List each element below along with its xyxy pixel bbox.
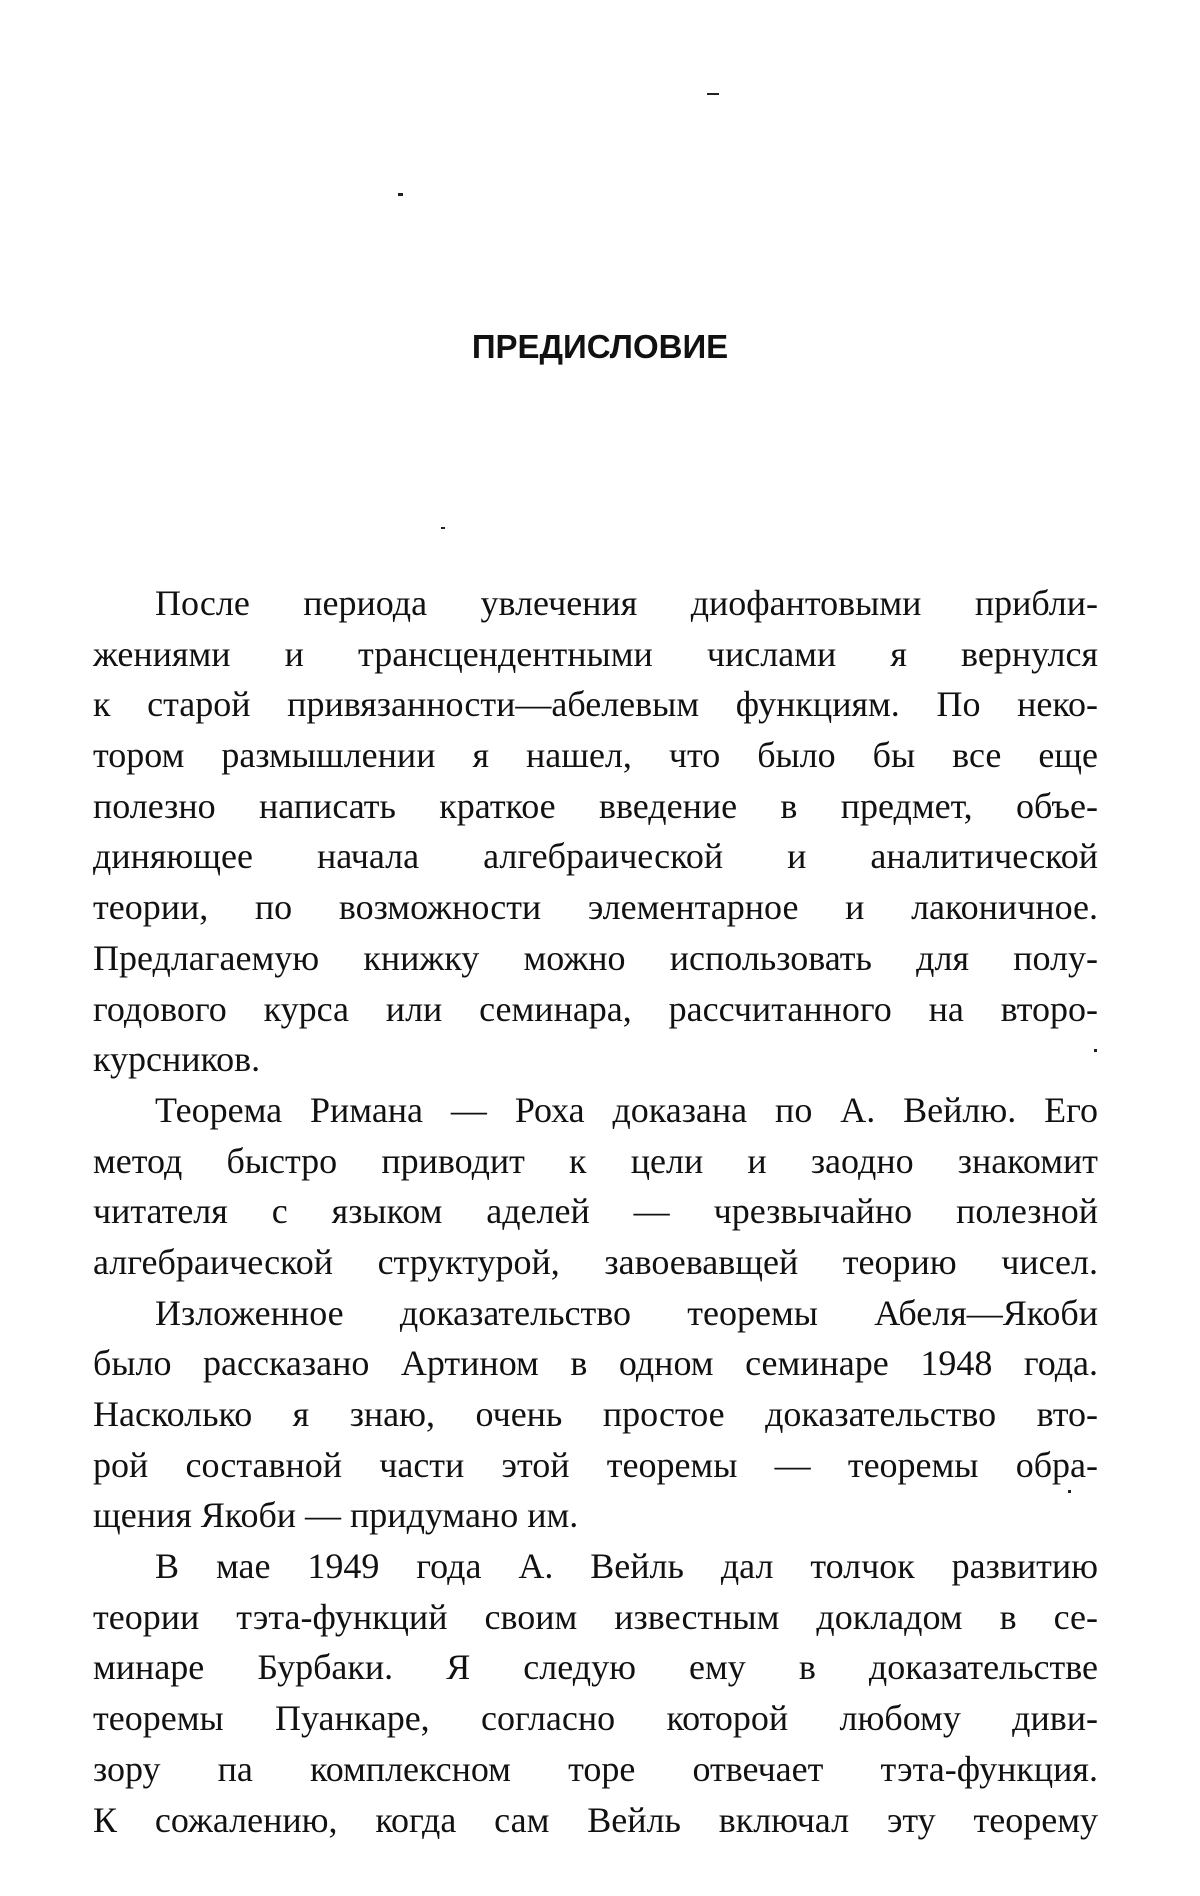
text-line: курсников. [93, 1039, 261, 1080]
text-line: теории, по возможности элементарное и лаконичное. [93, 887, 1098, 928]
scan-speck [441, 527, 445, 529]
text-line: было рассказано Артином в одном семинаре 1948 года. [93, 1343, 1098, 1384]
text-line: Теорема Римана — Роха доказана по А. Вейлю. Его [155, 1089, 1098, 1130]
text-line: тором размышлении я нашел, что было бы все еще [93, 735, 1098, 776]
text-line: алгебраической структурой, завоевавщей теорию чисел. [93, 1241, 1098, 1282]
page-title: ПРЕДИСЛОВИЕ [471, 328, 729, 365]
text-line: годового курса или семинара, рассчитанного на второ- [93, 988, 1098, 1029]
scan-speck [398, 193, 403, 196]
text-line: зору па комплексном торе отвечает тэта-функция. [93, 1748, 1098, 1789]
paragraph-3 [93, 1288, 1098, 1541]
text-line: После периода увлечения диофантовыми прибли- [155, 583, 1098, 623]
text-line: жениями и трансцендентными числами я вернулся [93, 633, 1098, 674]
paragraph-2 [93, 1085, 1098, 1288]
text-line: щения Якоби — придумано им. [93, 1495, 579, 1536]
text-line: минаре Бурбаки. Я следую ему в доказательстве [93, 1647, 1098, 1688]
text-line: Предлагаемую книжку можно использовать для полу- [93, 937, 1098, 978]
text-line: читателя с языком аделей — чрезвычайно полезной [93, 1191, 1098, 1232]
text-line: К сожалению, когда сам Вейль включал эту теорему [93, 1799, 1098, 1840]
text-line: к старой привязанности—абелевым функциям. По неко- [93, 684, 1098, 725]
text-line: теоремы Пуанкаре, согласно которой любому диви- [93, 1698, 1098, 1739]
text-line: Насколько я знаю, очень простое доказательство вто- [93, 1394, 1098, 1434]
scan-speck [707, 93, 719, 95]
text-line: Изложенное доказательство теоремы Абеля—Якоби [155, 1292, 1098, 1333]
text-line: В мае 1949 года А. Вейль дал толчок развитию [155, 1546, 1098, 1587]
text-line: рой составной части этой теоремы — теоремы обра- [93, 1444, 1098, 1485]
text-line: диняющее начала алгебраической и аналитической [93, 836, 1098, 877]
text-line: полезно написать краткое введение в предмет, объе- [93, 785, 1098, 826]
text-line: теории тэта-функций своим известным докладом в се- [93, 1596, 1098, 1637]
text-line: метод быстро приводит к цели и заодно знакомит [93, 1140, 1098, 1181]
preface-body [93, 578, 1098, 1845]
paragraph-4 [93, 1541, 1098, 1845]
paragraph-1 [93, 578, 1098, 1085]
